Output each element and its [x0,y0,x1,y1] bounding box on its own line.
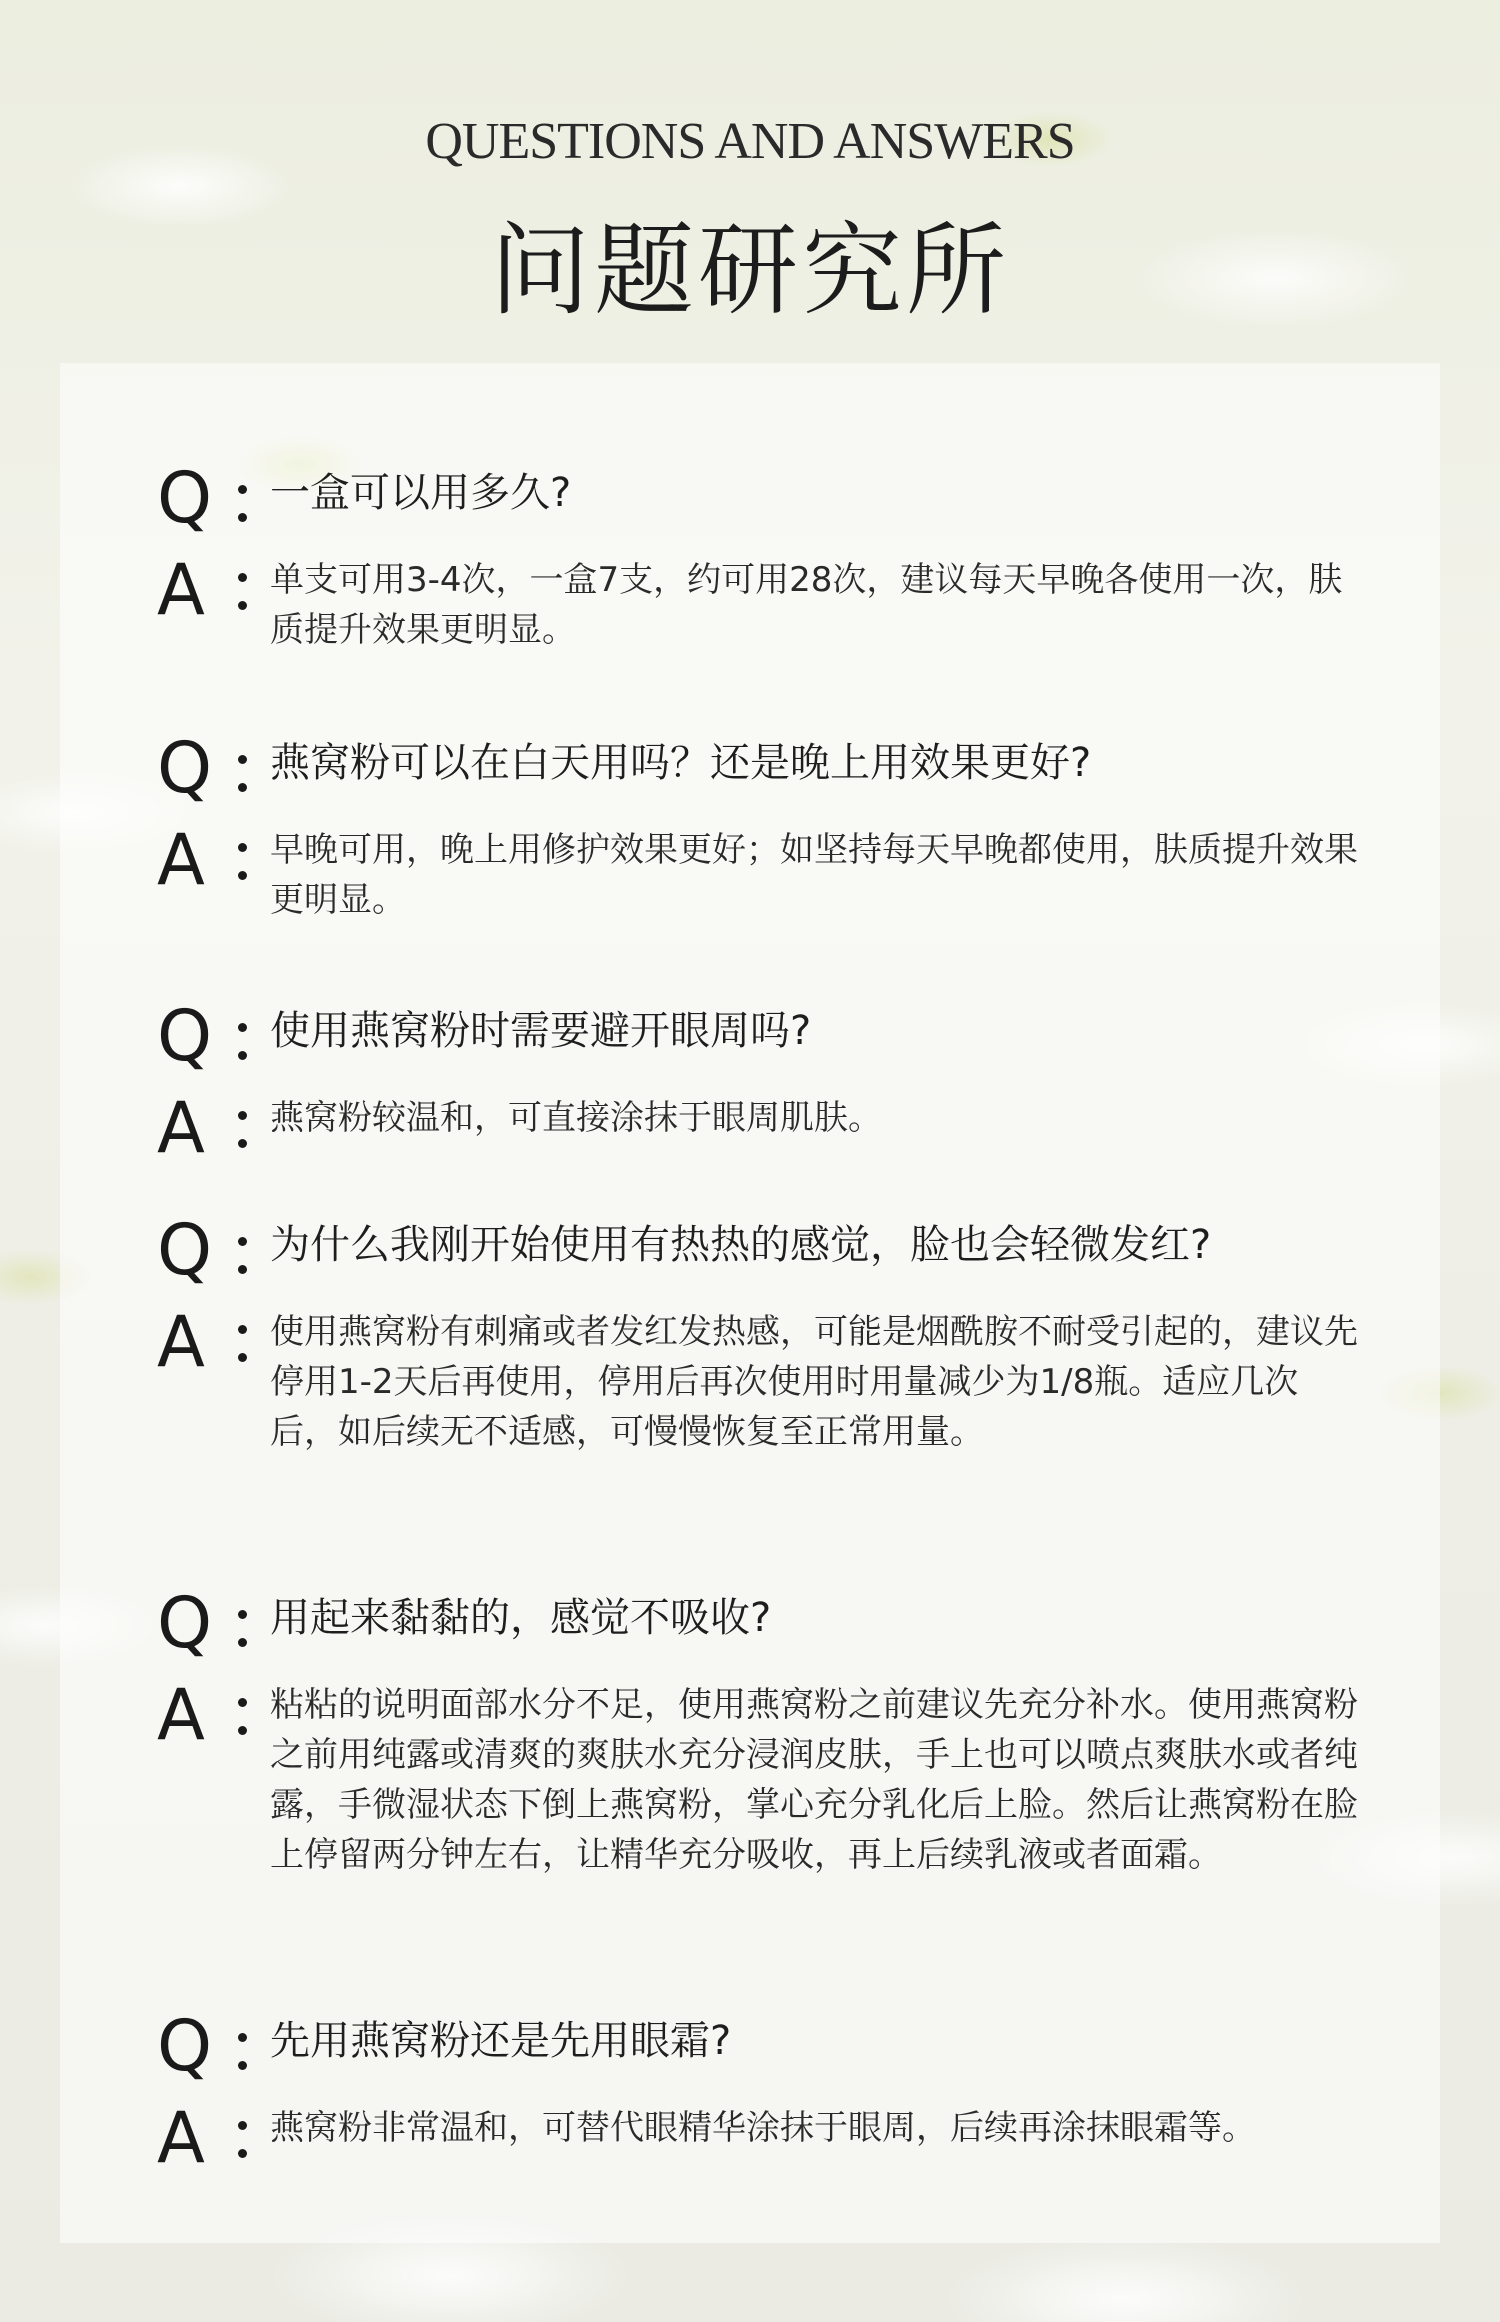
question-marker: Q [157,1209,213,1291]
colon-mark [232,557,256,617]
colon-mark [232,1095,256,1155]
answer-marker: A [157,1674,205,1756]
colon-mark [232,2105,256,2165]
answer-text: 单支可用3-4次，一盒7支，约可用28次，建议每天早晚各使用一次，肤质提升效果更明显。 [270,560,1343,650]
header-title-cn: 问题研究所 [490,212,1010,329]
question-text: 一盒可以用多久? [270,470,572,516]
question-text: 用起来黏黏的，感觉不吸收? [270,1595,772,1641]
question-marker: Q [157,727,213,809]
colon-mark [232,739,256,799]
answer-text: 使用燕窝粉有刺痛或者发红发热感，可能是烟酰胺不耐受引起的，建议先停用1-2天后再使用，停用后再次使用时用量减少为1/8瓶。适应几次后，如后续无不适感，可慢慢恢复至正常用量。 [270,1312,1358,1452]
question-marker: Q [157,1582,213,1664]
question-text: 先用燕窝粉还是先用眼霜? [270,2018,732,2064]
colon-mark [232,2017,256,2077]
colon-mark [232,1594,256,1654]
answer-marker: A [157,2097,205,2179]
colon-mark [232,1309,256,1369]
colon-mark [232,1221,256,1281]
answer-text: 早晚可用，晚上用修护效果更好；如坚持每天早晚都使用，肤质提升效果更明显。 [270,830,1358,920]
colon-mark [232,1682,256,1742]
colon-mark [232,469,256,529]
header-title-en: QUESTIONS AND ANSWERS [425,113,1075,170]
colon-mark [232,1007,256,1067]
question-marker: Q [157,995,213,1077]
answer-marker: A [157,819,205,901]
answer-text: 燕窝粉非常温和，可替代眼精华涂抹于眼周，后续再涂抹眼霜等。 [270,2108,1256,2148]
question-marker: Q [157,2005,213,2087]
answer-marker: A [157,1087,205,1169]
answer-marker: A [157,1301,205,1383]
qa-panel [60,363,1440,2243]
question-text: 燕窝粉可以在白天用吗？还是晚上用效果更好? [270,740,1092,786]
question-marker: Q [157,457,213,539]
colon-mark [232,827,256,887]
answer-text: 燕窝粉较温和，可直接涂抹于眼周肌肤。 [270,1098,882,1138]
question-text: 使用燕窝粉时需要避开眼周吗? [270,1008,812,1054]
question-text: 为什么我刚开始使用有热热的感觉，脸也会轻微发红? [270,1222,1212,1268]
answer-text: 粘粘的说明面部水分不足，使用燕窝粉之前建议先充分补水。使用燕窝粉之前用纯露或清爽的爽肤水充分浸润皮肤，手上也可以喷点爽肤水或者纯露，手微湿状态下倒上燕窝粉，掌心充分乳化后上脸。然后让燕窝粉在脸上停留两分钟左右，让精华充分吸收，再上后续乳液或者面霜。 [270,1685,1358,1875]
answer-marker: A [157,549,205,631]
